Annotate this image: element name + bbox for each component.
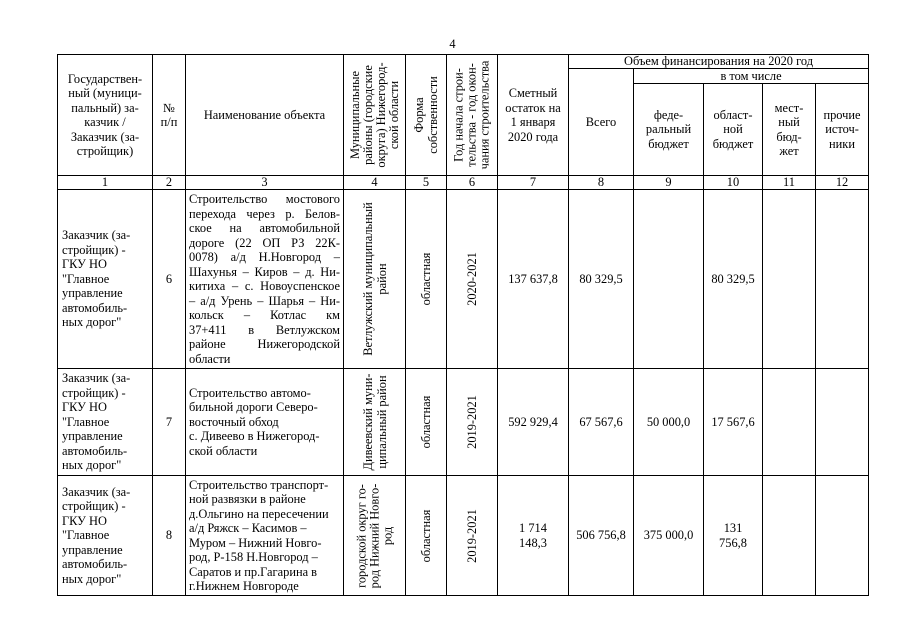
column-number: 11 bbox=[763, 176, 816, 190]
column-number: 2 bbox=[153, 176, 186, 190]
cell-municipality bbox=[344, 476, 406, 596]
header-total: Всего bbox=[569, 69, 634, 176]
cell-other bbox=[816, 369, 869, 476]
cell-other bbox=[816, 476, 869, 596]
cell-estimate: 1 714 148,3 bbox=[498, 476, 569, 596]
column-number: 8 bbox=[569, 176, 634, 190]
cell-ownership bbox=[406, 190, 447, 369]
header-including: в том числе bbox=[634, 69, 869, 84]
cell-total: 67 567,6 bbox=[569, 369, 634, 476]
table-row bbox=[58, 369, 869, 476]
header-local: мест- ный бюд- жет bbox=[763, 84, 816, 176]
cell-ownership-text: областная bbox=[419, 509, 433, 562]
column-number: 4 bbox=[344, 176, 406, 190]
header-other: прочие источ- ники bbox=[816, 84, 869, 176]
header-municipality bbox=[344, 55, 406, 176]
header-ownership bbox=[406, 55, 447, 176]
column-number: 10 bbox=[704, 176, 763, 190]
cell-number: 8 bbox=[153, 476, 186, 596]
column-number: 9 bbox=[634, 176, 704, 190]
cell-total: 80 329,5 bbox=[569, 190, 634, 369]
header-row bbox=[58, 55, 869, 69]
table-row bbox=[58, 476, 869, 596]
cell-municipality bbox=[344, 369, 406, 476]
table-row bbox=[58, 190, 869, 369]
cell-ownership-text: областная bbox=[419, 395, 433, 449]
page-number: 4 bbox=[449, 37, 456, 51]
column-number-row bbox=[58, 176, 869, 190]
cell-object-name: Строительство транспорт- ной развязки в районе д.Ольгино на пересечении а/д Ряжск – Касимов – Муром – Нижний Новго- род, Р-158 Н.Новгород – Саратов и пр.Гагарина в г.Нижнем Новгороде bbox=[186, 476, 344, 596]
cell-local bbox=[763, 476, 816, 596]
header-federal: феде- ральный бюджет bbox=[634, 84, 704, 176]
header-ownership-text: Форма собственности bbox=[412, 76, 440, 154]
cell-number: 7 bbox=[153, 369, 186, 476]
column-number: 12 bbox=[816, 176, 869, 190]
cell-estimate: 592 929,4 bbox=[498, 369, 569, 476]
column-number: 7 bbox=[498, 176, 569, 190]
cell-years bbox=[447, 190, 498, 369]
header-years bbox=[447, 55, 498, 176]
cell-years bbox=[447, 369, 498, 476]
header-municipality-text: Муниципальные районы (городские округа) Нижегород- ской области bbox=[347, 62, 401, 168]
header-object-name: Наименование объекта bbox=[186, 55, 344, 176]
header-funding-title: Объем финансирования на 2020 год bbox=[569, 55, 869, 69]
cell-customer: Заказчик (за- стройщик) - ГКУ НО "Главное управление автомобиль- ных дорог" bbox=[58, 369, 153, 476]
cell-ownership-text: областная bbox=[419, 252, 433, 306]
cell-municipality-text: Дивеевский муни- ципальный район bbox=[360, 373, 389, 471]
header-estimate: Сметный остаток на 1 января 2020 года bbox=[498, 55, 569, 176]
cell-estimate: 137 637,8 bbox=[498, 190, 569, 369]
cell-regional: 17 567,6 bbox=[704, 369, 763, 476]
column-number: 6 bbox=[447, 176, 498, 190]
cell-federal: 50 000,0 bbox=[634, 369, 704, 476]
cell-local bbox=[763, 190, 816, 369]
cell-years-text: 2019-2021 bbox=[465, 508, 479, 563]
cell-municipality-text: Ветлужский муниципальный район bbox=[360, 202, 389, 356]
cell-other bbox=[816, 190, 869, 369]
cell-years-text: 2019-2021 bbox=[465, 395, 479, 449]
column-number: 1 bbox=[58, 176, 153, 190]
cell-ownership bbox=[406, 369, 447, 476]
cell-customer: Заказчик (за- стройщик) - ГКУ НО "Главное управление автомобиль- ных дорог" bbox=[58, 190, 153, 369]
cell-object-name: Строительство мостового перехода через р. Белов- ское на автомобильной дороге (22 ОП РЗ 22К- 0078) а/д Н.Новгород – Шахунья – Киров – д. Ни- китиха – с. Новоуспенское – а/д Урень – Шарья – Ни- кольск – Котлас км 37+411 в Ветлужском районе Нижегородской области bbox=[186, 190, 344, 369]
cell-federal: 375 000,0 bbox=[634, 476, 704, 596]
cell-regional: 80 329,5 bbox=[704, 190, 763, 369]
cell-customer: Заказчик (за- стройщик) - ГКУ НО "Главное управление автомобиль- ных дорог" bbox=[58, 476, 153, 596]
cell-municipality bbox=[344, 190, 406, 369]
column-number: 5 bbox=[406, 176, 447, 190]
column-number: 3 bbox=[186, 176, 344, 190]
cell-years bbox=[447, 476, 498, 596]
cell-municipality-text: городской округ го- род Нижний Новго- род bbox=[354, 483, 394, 588]
cell-regional: 131 756,8 bbox=[704, 476, 763, 596]
cell-number: 6 bbox=[153, 190, 186, 369]
cell-object-name: Строительство автомо- бильной дороги Северо- восточный обход с. Дивеево в Нижегород- ской области bbox=[186, 369, 344, 476]
cell-federal bbox=[634, 190, 704, 369]
cell-local bbox=[763, 369, 816, 476]
header-years-text: Год начала строи- тельства - год окон- чания строительства bbox=[451, 60, 492, 170]
financing-table bbox=[57, 54, 869, 596]
cell-years-text: 2020-2021 bbox=[465, 252, 479, 306]
cell-total: 506 756,8 bbox=[569, 476, 634, 596]
cell-ownership bbox=[406, 476, 447, 596]
header-customer: Государствен- ный (муници- пальный) за- казчик / Заказчик (за- стройщик) bbox=[58, 55, 153, 176]
header-regional: област- ной бюджет bbox=[704, 84, 763, 176]
header-number: № п/п bbox=[153, 55, 186, 176]
